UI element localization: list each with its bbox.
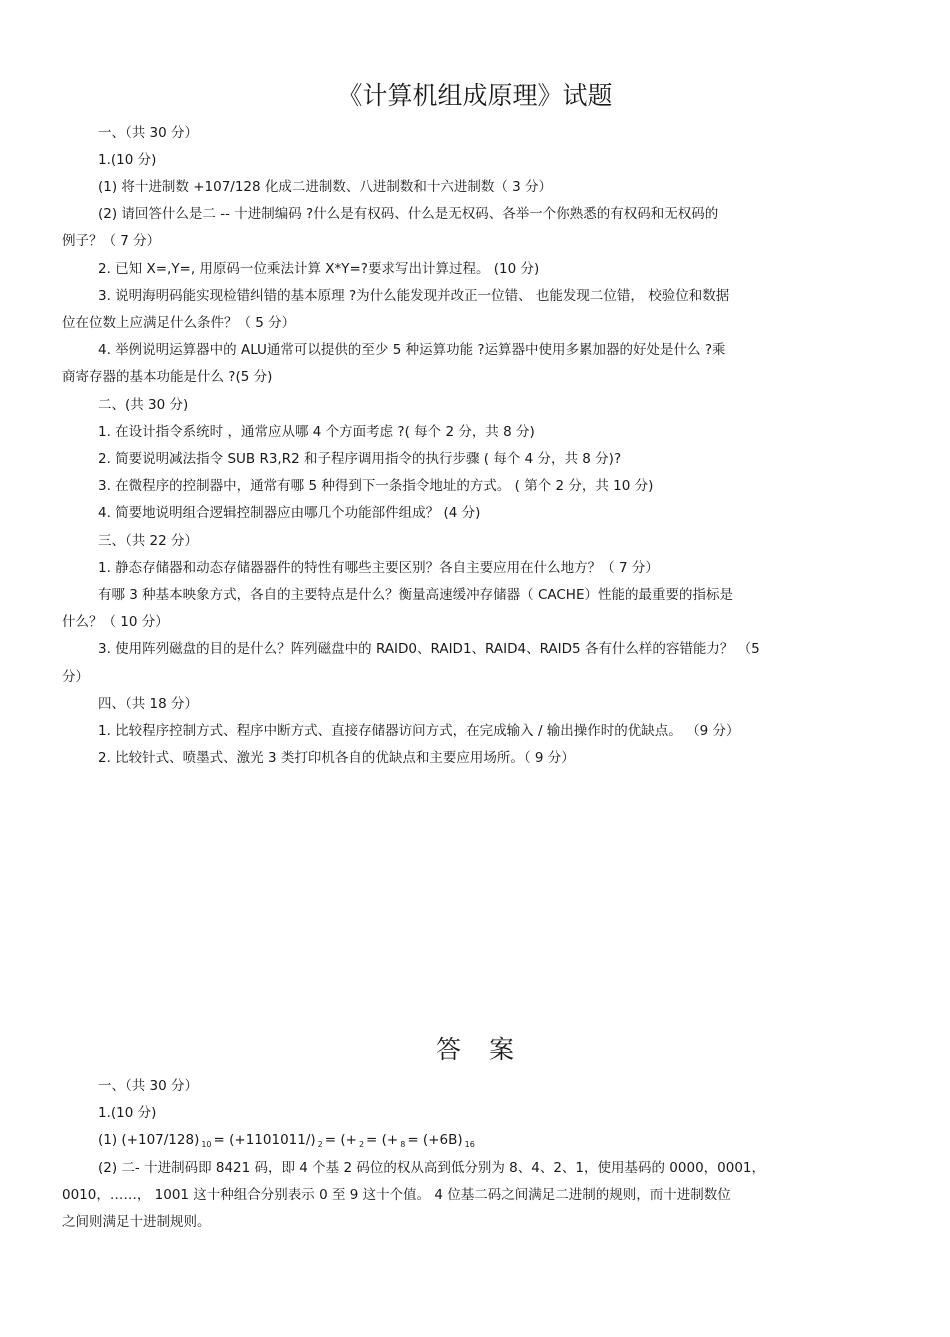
answer-1-1-part4: = (+	[366, 1132, 399, 1148]
section-4-heading: 四、（共 18 分）	[98, 696, 199, 712]
subscript-2b: 2	[358, 1140, 365, 1149]
answer-1-2-line3: 之间则满足十进制规则。	[62, 1214, 211, 1230]
answer-1-1-part1: (1) (+107/128)	[98, 1132, 200, 1148]
s2-question-3: 3. 在微程序的控制器中，通常有哪 5 种得到下一条指令地址的方式。 ( 第个 2 分，共 10 分)	[98, 478, 654, 494]
section-2-heading: 二、(共 30 分)	[98, 397, 189, 413]
subscript-16: 16	[464, 1140, 475, 1149]
question-3-line1: 3. 说明海明码能实现检错纠错的基本原理 ?为什么能发现并改正一位错、 也能发现二位错， 校验位和数据	[98, 288, 730, 304]
section-1-heading: 一、（共 30 分）	[98, 125, 199, 141]
s4-question-1: 1. 比较程序控制方式、程序中断方式、直接存储器访问方式，在完成输入 / 输出操作时的优缺点。 （9 分）	[98, 723, 740, 739]
question-4-line1: 4. 举例说明运算器中的 ALU通常可以提供的至少 5 种运算功能 ?运算器中使用多累加器的好处是什么 ?乘	[98, 342, 726, 358]
question-2: 2. 已知 X=,Y=, 用原码一位乘法计算 X*Y=?要求写出计算过程。 (10 分)	[98, 261, 540, 277]
answer-1: 1.(10 分)	[98, 1105, 157, 1121]
s2-question-2: 2. 简要说明减法指令 SUB R3,R2 和子程序调用指令的执行步骤 ( 每个 4 分，共 8 分)?	[98, 451, 622, 467]
s3-question-3-line1: 3. 使用阵列磁盘的目的是什么？阵列磁盘中的 RAID0、RAID1、RAID4、RAID5 各有什么样的容错能力？ （5	[98, 641, 760, 657]
question-4-line2: 商寄存器的基本功能是什么 ?(5 分)	[62, 369, 273, 385]
s3-question-2-line1: 有哪 3 种基本映象方式，各自的主要特点是什么？衡量高速缓冲存储器（ CACHE）性能的最重要的指标是	[98, 587, 733, 603]
answer-1-2-line2: 0010，……， 1001 这十种组合分别表示 0 至 9 这十个值。 4 位基二码之间满足二进制的规则，而十进制数位	[62, 1187, 731, 1203]
answer-1-1	[98, 1131, 477, 1151]
subscript-10: 10	[201, 1140, 212, 1149]
answer-1-1-part2: = (+1101011/)	[213, 1132, 316, 1148]
s4-question-2: 2. 比较针式、喷墨式、激光 3 类打印机各自的优缺点和主要应用场所。（ 9 分）	[98, 750, 575, 766]
s2-question-1: 1. 在设计指令系统时 ，通常应从哪 4 个方面考虑 ?( 每个 2 分，共 8 分)	[98, 424, 535, 440]
question-3-line2: 位在位数上应满足什么条件？（ 5 分）	[62, 315, 296, 331]
answer-1-1-part5: = (+6B)	[407, 1132, 463, 1148]
s3-question-1: 1. 静态存储器和动态存储器器件的特性有哪些主要区别？各自主要应用在什么地方？（ 7 分）	[98, 560, 659, 576]
s3-question-3-line2: 分）	[62, 669, 89, 685]
answer-1-1-part3: = (+	[324, 1132, 357, 1148]
subscript-2: 2	[317, 1140, 323, 1149]
subscript-8: 8	[400, 1140, 406, 1149]
question-1-2-line1: (2) 请回答什么是二 -- 十进制编码 ?什么是有权码、什么是无权码、各举一个你熟悉的有权码和无权码的	[98, 206, 719, 222]
s2-question-4: 4. 简要地说明组合逻辑控制器应由哪几个功能部件组成？ (4 分)	[98, 505, 481, 521]
question-1: 1.(10 分)	[98, 152, 157, 168]
section-3-heading: 三、（共 22 分）	[98, 533, 199, 549]
exam-title: 《计算机组成原理》试题	[337, 81, 613, 110]
answers-section-1-heading: 一、（共 30 分）	[98, 1078, 199, 1094]
answers-title: 答案	[435, 1035, 542, 1064]
s3-question-2-line2: 什么？（ 10 分）	[62, 614, 169, 630]
question-1-1: (1) 将十进制数 +107/128 化成二进制数、八进制数和十六进制数（ 3 分）	[98, 179, 553, 195]
question-1-2-line2: 例子？（ 7 分）	[62, 233, 161, 249]
answer-1-2-line1: (2) 二- 十进制码即 8421 码，即 4 个基 2 码位的权从高到低分别为 8、4、2、1，使用基码的 0000，0001，	[98, 1160, 766, 1176]
